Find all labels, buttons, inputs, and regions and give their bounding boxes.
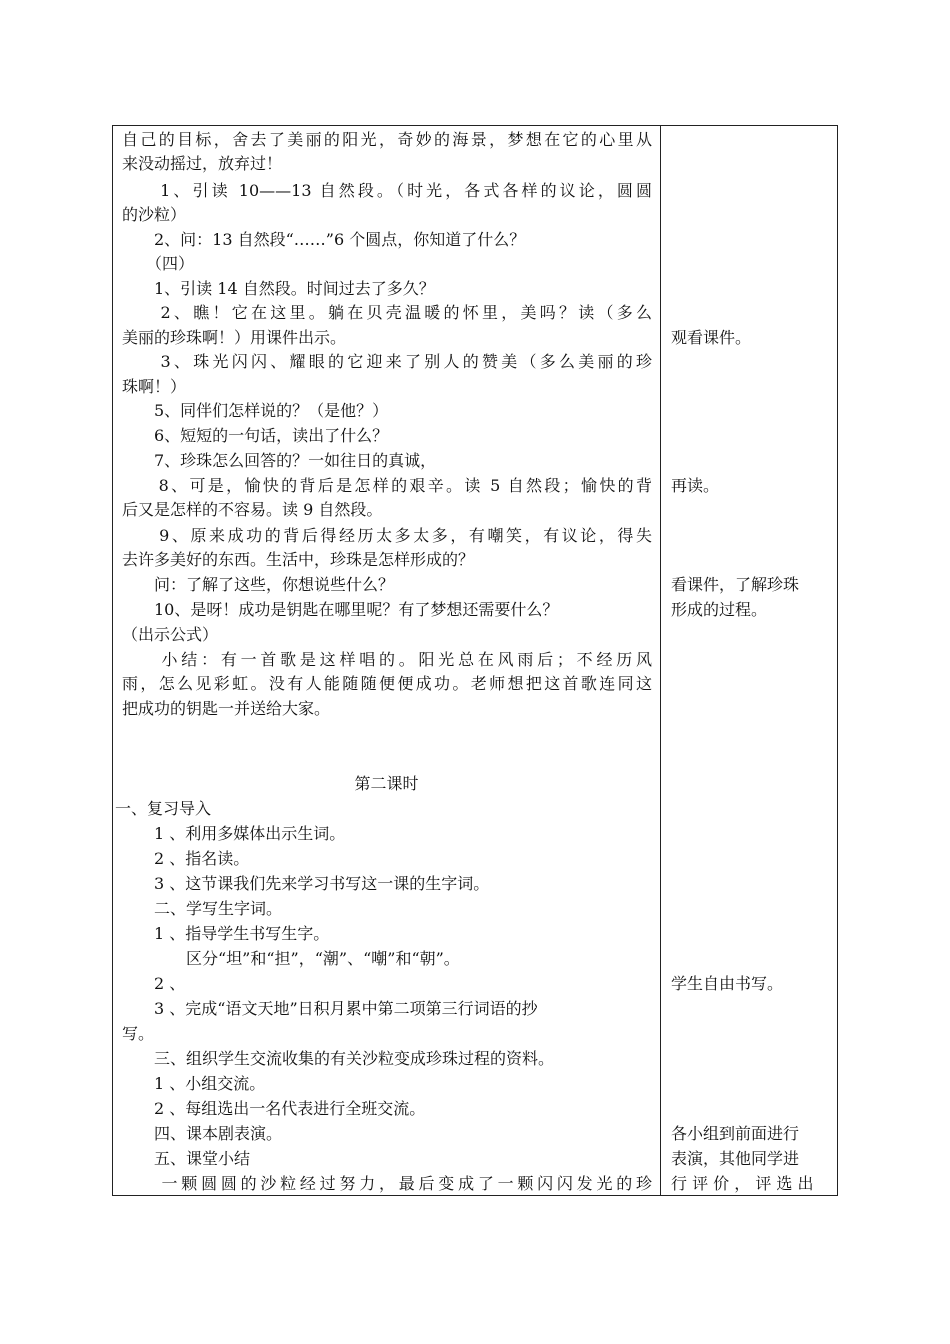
text-line: 10、是呀！成功是钥匙在哪里呢？有了梦想还需要什么？ (122, 600, 559, 619)
text-line: 一颗圆圆的沙粒经过努力，最后变成了一颗闪闪发光的珍 (122, 1174, 652, 1193)
activity-note: 表演，其他同学进 (671, 1149, 800, 1168)
activity-note: 再读。 (671, 476, 720, 495)
activity-note: 看课件，了解珍珠 (671, 575, 800, 594)
section-heading: 三、组织学生交流收集的有关沙粒变成珍珠过程的资料。 (122, 1049, 555, 1068)
text-line: 3、珠光闪闪、耀眼的它迎来了别人的赞美（多么美丽的珍 (122, 352, 652, 371)
activity-note: 观看课件。 (671, 328, 752, 347)
text-line: 7、珍珠怎么回答的？一如往日的真诚， (122, 451, 437, 470)
text-line: 把成功的钥匙一并送给大家。 (122, 699, 331, 718)
text-line: 区分“坦”和“担”，“潮”、“嘲”和“朝”。 (122, 949, 460, 968)
column-divider (660, 126, 661, 1195)
section-heading: 五、课堂小结 (122, 1149, 251, 1168)
text-line: 2、瞧！它在这里。躺在贝壳温暖的怀里，美吗？读（多么 (122, 303, 652, 322)
text-line: 去许多美好的东西。生活中，珍珠是怎样形成的？ (122, 550, 475, 569)
text-line: 1、引读 10——13 自然段。（时光，各式各样的议论，圆圆 (122, 181, 652, 200)
text-line: 自己的目标，舍去了美丽的阳光，奇妙的海景，梦想在它的心里从 (122, 130, 652, 149)
text-line: 2 、指名读。 (122, 849, 250, 868)
text-line: 的沙粒） (122, 205, 187, 224)
text-line: 珠啊！） (122, 377, 187, 396)
text-line: 1、引读 14 自然段。时间过去了多久？ (122, 279, 435, 298)
lesson-heading: 第二课时 (354, 774, 419, 793)
text-line: 9、原来成功的背后得经历太多太多，有嘲笑，有议论，得失 (122, 526, 652, 545)
text-line: 写。 (122, 1024, 155, 1043)
text-line: 5、同伴们怎样说的？（是他？） (122, 401, 389, 420)
section-heading: 四、课本剧表演。 (122, 1124, 283, 1143)
text-line: 美丽的珍珠啊！）用课件出示。 (122, 328, 347, 347)
section-heading: 一、复习导入 (115, 799, 212, 818)
text-line: 2 、每组选出一名代表进行全班交流。 (122, 1099, 426, 1118)
text-line: 1 、指导学生书写生字。 (122, 924, 330, 943)
text-line: 2 、 (122, 974, 186, 993)
activity-note: 学生自由书写。 (671, 974, 784, 993)
text-line: 2、问：13 自然段“……”6 个圆点，你知道了什么？ (122, 230, 526, 249)
text-line: 6、短短的一句话，读出了什么？ (122, 426, 389, 445)
text-line: 小结：有一首歌是这样唱的。阳光总在风雨后；不经历风 (122, 650, 652, 669)
text-line: （出示公式） (122, 625, 219, 644)
text-line: （四） (122, 254, 195, 273)
text-line: 雨，怎么见彩虹。没有人能随随便便成功。老师想把这首歌连同这 (122, 674, 652, 693)
lesson-plan-table (112, 125, 838, 1196)
text-line: 问：了解了这些，你想说些什么？ (122, 575, 395, 594)
text-line: 后又是怎样的不容易。读 9 自然段。 (122, 500, 383, 519)
section-heading: 二、学写生字词。 (122, 899, 283, 918)
activity-note: 形成的过程。 (671, 600, 768, 619)
text-line: 来没动摇过，放弃过！ (122, 154, 283, 173)
text-line: 3 、这节课我们先来学习书写这一课的生字词。 (122, 874, 490, 893)
text-line: 1 、小组交流。 (122, 1074, 266, 1093)
text-line: 1 、利用多媒体出示生词。 (122, 824, 346, 843)
activity-note: 各小组到前面进行 (671, 1124, 800, 1143)
activity-note: 行 评 价 ， 评 选 出 (671, 1174, 814, 1193)
text-line: 3 、完成“语文天地”日积月累中第二项第三行词语的抄 (122, 999, 538, 1018)
text-line: 8、可是，愉快的背后是怎样的艰辛。读 5 自然段；愉快的背 (122, 476, 652, 495)
